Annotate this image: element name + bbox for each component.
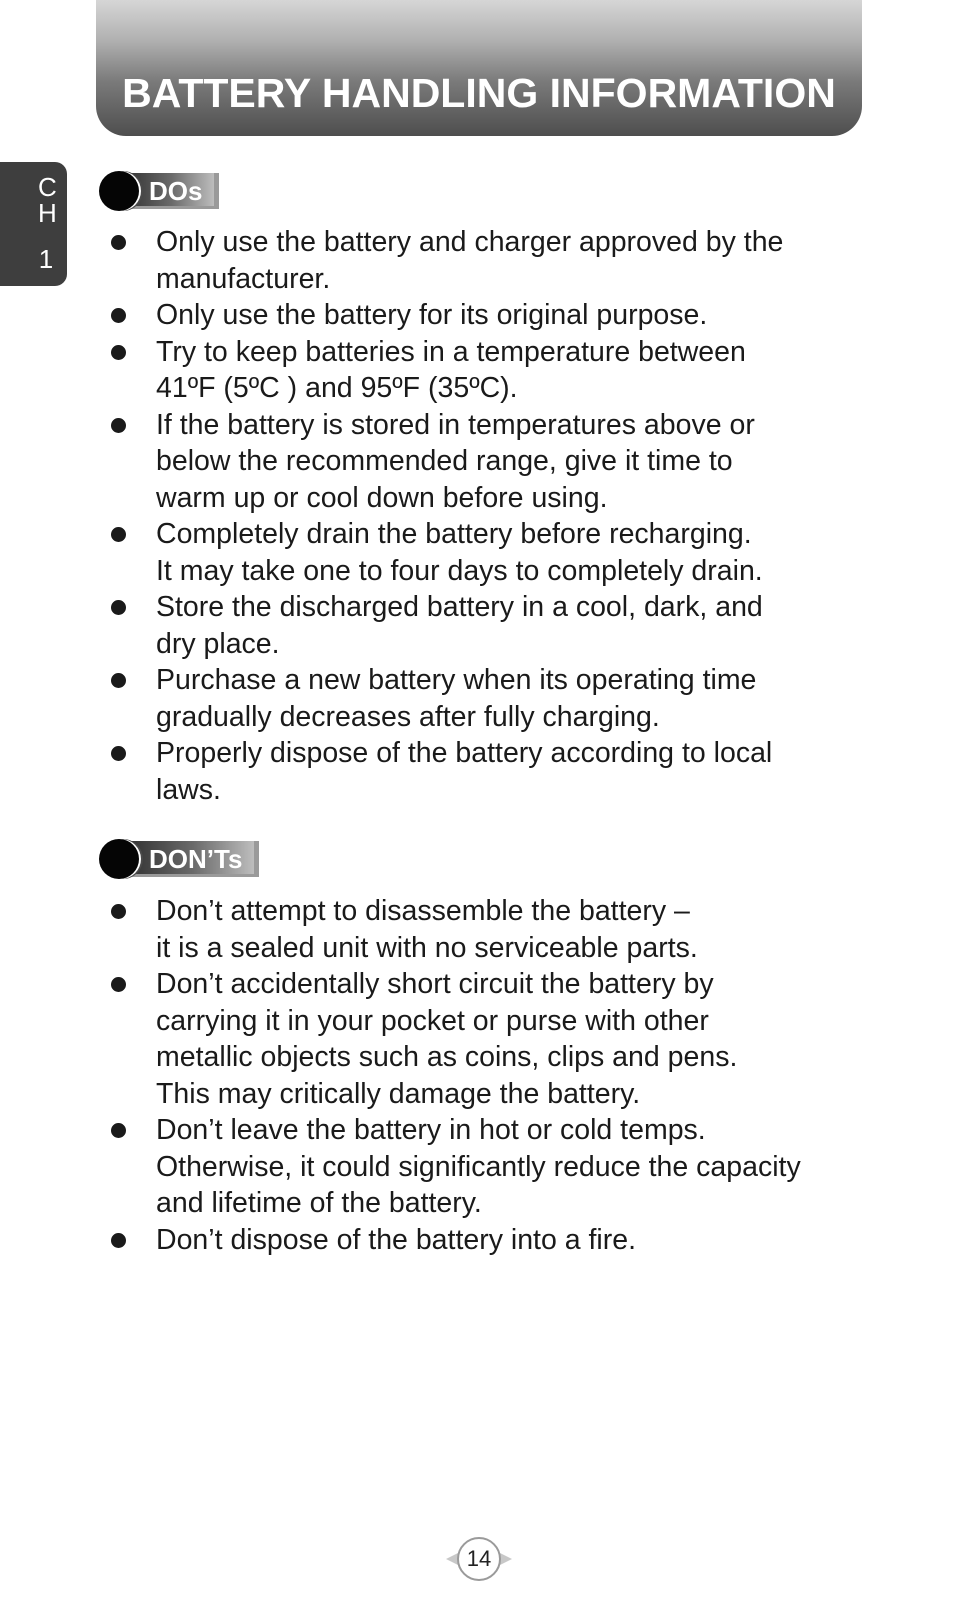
- bullet-icon: [111, 1123, 126, 1138]
- page-number-marker: [446, 1537, 512, 1581]
- list-item-text: Only use the battery and charger approved by the: [156, 226, 784, 258]
- list-item-text: manufacturer.: [156, 262, 331, 295]
- list-item-text: Only use the battery for its original purpose.: [156, 299, 708, 331]
- list-item-text: metallic objects such as coins, clips and pens.: [156, 1041, 738, 1073]
- list-item-text: carrying it in your pocket or purse with other: [156, 1004, 709, 1037]
- list-item-text: Don’t leave the battery in hot or cold temps.: [156, 1114, 706, 1146]
- dos-list: [0, 224, 954, 808]
- list-item-text: If the battery is stored in temperatures above or: [156, 408, 755, 441]
- list-item-text: Don’t dispose of the battery into a fire.: [156, 1223, 637, 1256]
- list-item: [0, 1222, 954, 1259]
- bullet-icon: [111, 746, 126, 761]
- list-item-text: warm up or cool down before using.: [156, 481, 608, 514]
- list-item-text: laws.: [156, 773, 221, 806]
- list-item: [0, 893, 954, 966]
- page-number: 14: [457, 1537, 501, 1581]
- bullet-icon: [111, 600, 126, 615]
- list-item: [0, 735, 954, 808]
- list-item-text: gradually decreases after fully charging.: [156, 700, 660, 733]
- list-item-text: Otherwise, it could significantly reduce the capacity: [156, 1150, 801, 1183]
- bullet-icon: [111, 235, 126, 250]
- list-item: [0, 407, 954, 517]
- bullet-icon: [111, 977, 126, 992]
- list-item: [0, 662, 954, 735]
- list-item-text: Try to keep batteries in a temperature between: [156, 335, 746, 368]
- bullet-icon: [111, 418, 126, 433]
- list-item-text: This may critically damage the battery.: [156, 1077, 641, 1110]
- donts-section-label: DON’Ts: [119, 841, 259, 877]
- list-item-text: Store the discharged battery in a cool, dark, and: [156, 591, 763, 623]
- list-item-text: Don’t attempt to disassemble the battery –: [156, 895, 690, 927]
- list-item-text: it is a sealed unit with no serviceable parts.: [156, 931, 698, 964]
- dos-section-label: DOs: [119, 173, 219, 209]
- chapter-prefix: CH: [38, 172, 57, 228]
- list-item-text: Don’t accidentally short circuit the battery by: [156, 968, 714, 1000]
- list-item: [0, 516, 954, 589]
- bullet-icon: [111, 345, 126, 360]
- list-item-text: dry place.: [156, 627, 280, 660]
- list-item: [0, 297, 954, 334]
- list-item: [0, 1112, 954, 1222]
- list-item-text: Properly dispose of the battery according to local: [156, 737, 773, 769]
- list-item: [0, 589, 954, 662]
- bullet-icon: [111, 527, 126, 542]
- bullet-icon: [111, 308, 126, 323]
- list-item-text: Completely drain the battery before recharging.: [156, 518, 752, 550]
- section-dot-icon: [99, 839, 139, 879]
- list-item-text: and lifetime of the battery.: [156, 1187, 482, 1219]
- section-dot-icon: [99, 171, 139, 211]
- chapter-number: 1: [38, 244, 54, 274]
- donts-list: [0, 893, 954, 1258]
- page-title: BATTERY HANDLING INFORMATION: [122, 70, 836, 116]
- bullet-icon: [111, 673, 126, 688]
- list-item: [0, 334, 954, 407]
- page-header: [96, 0, 862, 136]
- list-item: [0, 966, 954, 1112]
- list-item-text: It may take one to four days to completely drain.: [156, 554, 763, 587]
- list-item-text: Purchase a new battery when its operating time: [156, 664, 757, 696]
- list-item-text: 41ºF (5ºC ) and 95ºF (35ºC).: [156, 372, 518, 404]
- bullet-icon: [111, 1233, 126, 1248]
- bullet-icon: [111, 904, 126, 919]
- list-item: [0, 224, 954, 297]
- list-item-text: below the recommended range, give it time to: [156, 445, 733, 477]
